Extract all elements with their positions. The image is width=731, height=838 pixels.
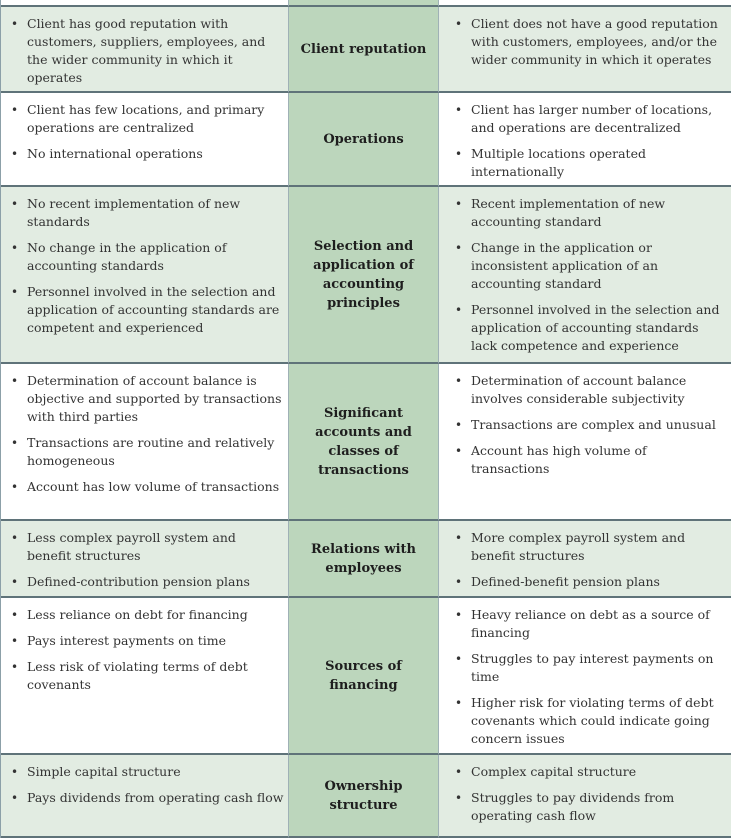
low-risk-list [1, 521, 288, 591]
list-item: • No international operations [1, 145, 288, 163]
high-risk-cell [439, 364, 731, 521]
low-risk-cell [1, 364, 289, 521]
factor-label: Operations [289, 93, 439, 187]
low-risk-list [1, 364, 288, 496]
list-item: • Defined-contribution pension plans [1, 573, 288, 591]
list-item: • Defined-benefit pension plans [445, 573, 731, 591]
factor-label: Significant accounts and classes of transactions [289, 364, 439, 521]
list-item: • Determination of account balance involves considerable subjectivity [445, 372, 731, 408]
high-risk-list [439, 187, 731, 355]
low-risk-cell [1, 7, 289, 93]
row-top-factor-cell [289, 0, 439, 7]
list-item: • Less risk of violating terms of debt covenants [1, 658, 288, 694]
high-risk-list [439, 755, 731, 825]
low-risk-list [1, 755, 288, 807]
list-item: • Complex capital structure [445, 763, 731, 781]
list-item: • More complex payroll system and benefit structures [445, 529, 731, 565]
list-item: • Recent implementation of new accounting standard [445, 195, 731, 231]
high-risk-cell [439, 187, 731, 364]
high-risk-cell [439, 7, 731, 93]
factor-label: Relations with employees [289, 521, 439, 598]
list-item: • Less complex payroll system and benefit structures [1, 529, 288, 565]
list-item: • Struggles to pay dividends from operating cash flow [445, 789, 731, 825]
list-item: • Simple capital structure [1, 763, 288, 781]
high-risk-cell [439, 755, 731, 838]
list-item: • Determination of account balance is objective and supported by transactions with third parties [1, 372, 288, 426]
high-risk-cell [439, 598, 731, 755]
row-top-high-cell [439, 0, 731, 7]
list-item: • Multiple locations operated internationally [445, 145, 731, 181]
list-item: • No change in the application of accounting standards [1, 239, 288, 275]
low-risk-list [1, 187, 288, 337]
high-risk-list [439, 7, 731, 69]
list-item: • Heavy reliance on debt as a source of financing [445, 606, 731, 642]
list-item: • Account has low volume of transactions [1, 478, 288, 496]
list-item: • Struggles to pay interest payments on time [445, 650, 731, 686]
list-item: • Less reliance on debt for financing [1, 606, 288, 624]
list-item: • Higher risk for violating terms of debt covenants which could indicate going concern issues [445, 694, 731, 748]
row-top-low-cell [1, 0, 289, 7]
list-item: • Client has larger number of locations, and operations are decentralized [445, 101, 731, 137]
list-item: • Client has good reputation with customers, suppliers, employees, and the wider community in which it operates [1, 15, 288, 87]
high-risk-cell [439, 521, 731, 598]
low-risk-list [1, 7, 288, 87]
high-risk-cell [439, 93, 731, 187]
low-risk-list [1, 598, 288, 694]
high-risk-list [439, 598, 731, 748]
list-item: • Client has few locations, and primary operations are centralized [1, 101, 288, 137]
low-risk-cell [1, 187, 289, 364]
high-risk-list [439, 364, 731, 478]
factor-label: Selection and application of accounting principles [289, 187, 439, 364]
list-item: • Pays interest payments on time [1, 632, 288, 650]
high-risk-list [439, 93, 731, 181]
low-risk-cell [1, 598, 289, 755]
list-item: • Transactions are complex and unusual [445, 416, 731, 434]
low-risk-cell [1, 93, 289, 187]
list-item: • Client does not have a good reputation with customers, employees, and/or the wider community in which it operates [445, 15, 731, 69]
factor-label: Ownership structure [289, 755, 439, 838]
list-item: • Account has high volume of transactions [445, 442, 731, 478]
factor-label: Sources of financing [289, 598, 439, 755]
low-risk-cell [1, 521, 289, 598]
low-risk-cell [1, 755, 289, 838]
low-risk-list [1, 93, 288, 163]
list-item: • Pays dividends from operating cash flow [1, 789, 288, 807]
list-item: • Change in the application or inconsistent application of an accounting standard [445, 239, 731, 293]
list-item: • Transactions are routine and relatively homogeneous [1, 434, 288, 470]
high-risk-list [439, 521, 731, 591]
list-item: • Personnel involved in the selection and application of accounting standards lack competence and experience [445, 301, 731, 355]
list-item: • No recent implementation of new standards [1, 195, 288, 231]
factor-label: Client reputation [289, 7, 439, 93]
list-item: • Personnel involved in the selection and application of accounting standards are competent and experienced [1, 283, 288, 337]
